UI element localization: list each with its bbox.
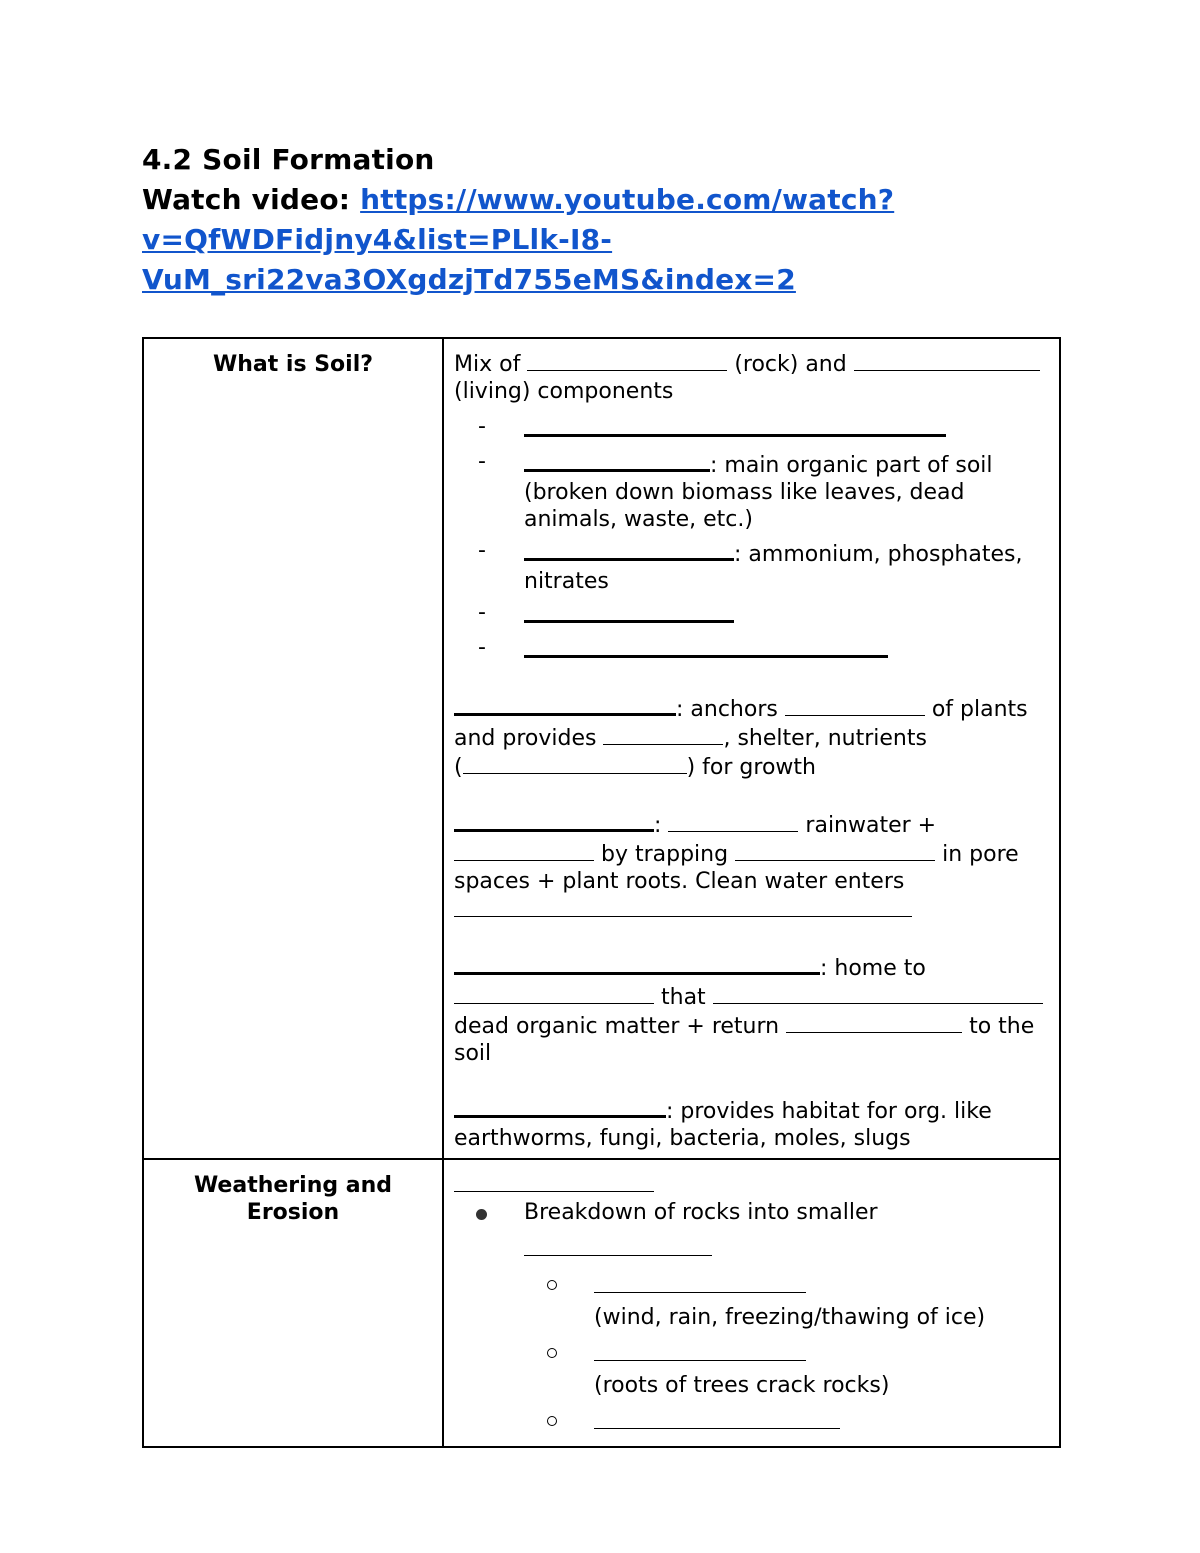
text-living-components: (living) components (454, 379, 674, 404)
list-item (454, 1199, 1049, 1263)
dash-marker: - (478, 600, 486, 625)
text-rainwater-plus: rainwater + (805, 813, 937, 838)
notes-table (142, 337, 1061, 1448)
blank-filters[interactable] (668, 810, 798, 832)
filter-line-4 (454, 895, 1049, 924)
video-link-part-1[interactable]: https://www.youtube.com/watch? (360, 183, 895, 216)
dash-marker: - (478, 538, 486, 563)
text-open-paren: ( (454, 755, 463, 780)
row-content-what-is-soil (443, 338, 1060, 1159)
text-nutrients-desc: : ammonium, phosphates, (734, 542, 1023, 567)
blank-habitat[interactable] (454, 1094, 666, 1118)
list-item (454, 537, 1049, 595)
text-humus-desc-2: (broken down biomass like leaves, dead (524, 480, 965, 505)
text-and-provides: and provides (454, 726, 597, 751)
dash-marker: - (478, 449, 486, 474)
blank-nutrients-return[interactable] (786, 1011, 962, 1033)
text-physical-note: (wind, rain, freezing/thawing of ice) (594, 1305, 986, 1330)
blank-oxygen[interactable] (463, 752, 687, 774)
mix-of-line (454, 349, 1049, 378)
watch-video-label: Watch video: (142, 183, 361, 216)
circle-marker (547, 1280, 557, 1290)
text-in-pore: in pore (942, 842, 1019, 867)
blank-humus[interactable] (524, 448, 710, 472)
text-habitat: : provides habitat for org. like (666, 1099, 992, 1124)
blank-pollutants[interactable] (735, 839, 935, 861)
text-of-plants: of plants (931, 697, 1028, 722)
blank-component-4[interactable] (524, 599, 734, 623)
text-biological-note: (roots of trees crack rocks) (594, 1373, 890, 1398)
text-spaces-line: spaces + plant roots. Clean water enters (454, 869, 905, 894)
blank-runoff[interactable] (454, 839, 594, 861)
video-link-part-3[interactable]: VuM_sri22va3OXgdzjTd755eMS&index=2 (142, 263, 796, 296)
habitat-line-1 (454, 1094, 1049, 1125)
list-item (454, 599, 1049, 630)
text-anchors: : anchors (676, 697, 778, 722)
list-item (454, 448, 1049, 533)
text-habitat-2: earthworms, fungi, bacteria, moles, slugs (454, 1126, 911, 1151)
blank-support[interactable] (454, 692, 676, 716)
blank-filtration[interactable] (454, 808, 654, 832)
spacer (454, 665, 1049, 692)
text-breakdown: Breakdown of rocks into smaller (524, 1200, 878, 1225)
text-humus-desc-3: animals, waste, etc.) (524, 507, 753, 532)
weathering-term-line (454, 1170, 1049, 1199)
text-to-the: to the (969, 1014, 1035, 1039)
row-heading-weathering-2: Erosion (246, 1200, 340, 1225)
list-item (454, 1271, 1049, 1300)
blank-chemical[interactable] (594, 1407, 840, 1429)
document-header (142, 140, 1062, 300)
blank-decomposers[interactable] (454, 951, 820, 975)
text-by-trapping: by trapping (601, 842, 729, 867)
text-humus-desc: : main organic part of soil (710, 453, 993, 478)
list-item (454, 1339, 1049, 1368)
spacer (454, 781, 1049, 808)
blank-nutrients[interactable] (524, 537, 734, 561)
text-soil: soil (454, 1041, 492, 1066)
dash-marker: - (478, 635, 486, 660)
blank-break-down[interactable] (713, 982, 1043, 1004)
circle-marker (547, 1416, 557, 1426)
blank-pieces[interactable] (524, 1234, 712, 1256)
blank-component-1[interactable] (524, 413, 946, 437)
spacer (454, 1067, 1049, 1094)
text-rock-and: (rock) and (734, 352, 847, 377)
list-item (454, 413, 1049, 444)
blank-abiotic[interactable] (527, 349, 727, 371)
text-colon: : (654, 813, 662, 838)
bullet-marker (476, 1209, 487, 1220)
spacer (454, 924, 1049, 951)
text-for-growth: ) for growth (686, 755, 816, 780)
home-line-2 (454, 982, 1049, 1011)
blank-component-5[interactable] (524, 634, 888, 658)
filter-line-2 (454, 839, 1049, 868)
blank-groundwater[interactable] (454, 895, 912, 917)
table-row-weathering (143, 1159, 1060, 1447)
watch-video-line (142, 180, 1062, 300)
blank-water[interactable] (603, 723, 723, 745)
home-line-1 (454, 951, 1049, 982)
row-heading-text: What is Soil? (212, 352, 374, 377)
growth-line (454, 752, 1049, 781)
filter-line-1 (454, 808, 1049, 839)
text-home-to: : home to (820, 956, 926, 981)
table-row-what-is-soil (143, 338, 1060, 1159)
video-link-part-2[interactable]: v=QfWDFidjny4&list=PLlk-I8- (142, 223, 613, 256)
blank-weathering[interactable] (454, 1170, 654, 1192)
blank-biological[interactable] (594, 1339, 806, 1361)
blank-physical[interactable] (594, 1271, 806, 1293)
text-that: that (661, 985, 706, 1010)
text-mix-of: Mix of (454, 352, 521, 377)
list-item (454, 1407, 1049, 1436)
blank-roots[interactable] (785, 694, 925, 716)
text-shelter-nutrients: , shelter, nutrients (723, 726, 927, 751)
list-item (454, 634, 1049, 665)
row-heading-weathering (143, 1159, 443, 1447)
text-nutrients-desc-2: nitrates (524, 569, 609, 594)
text-dead-organic: dead organic matter + return (454, 1014, 780, 1039)
blank-biotic[interactable] (854, 349, 1040, 371)
home-line-3 (454, 1011, 1049, 1040)
page-title: 4.2 Soil Formation (142, 143, 435, 176)
circle-marker (547, 1348, 557, 1358)
anchors-line (454, 692, 1049, 723)
dash-marker: - (478, 414, 486, 439)
blank-organisms[interactable] (454, 982, 654, 1004)
row-heading-weathering-1: Weathering and (193, 1173, 393, 1198)
row-heading-what-is-soil (143, 338, 443, 1159)
row-content-weathering (443, 1159, 1060, 1447)
provides-line (454, 723, 1049, 752)
